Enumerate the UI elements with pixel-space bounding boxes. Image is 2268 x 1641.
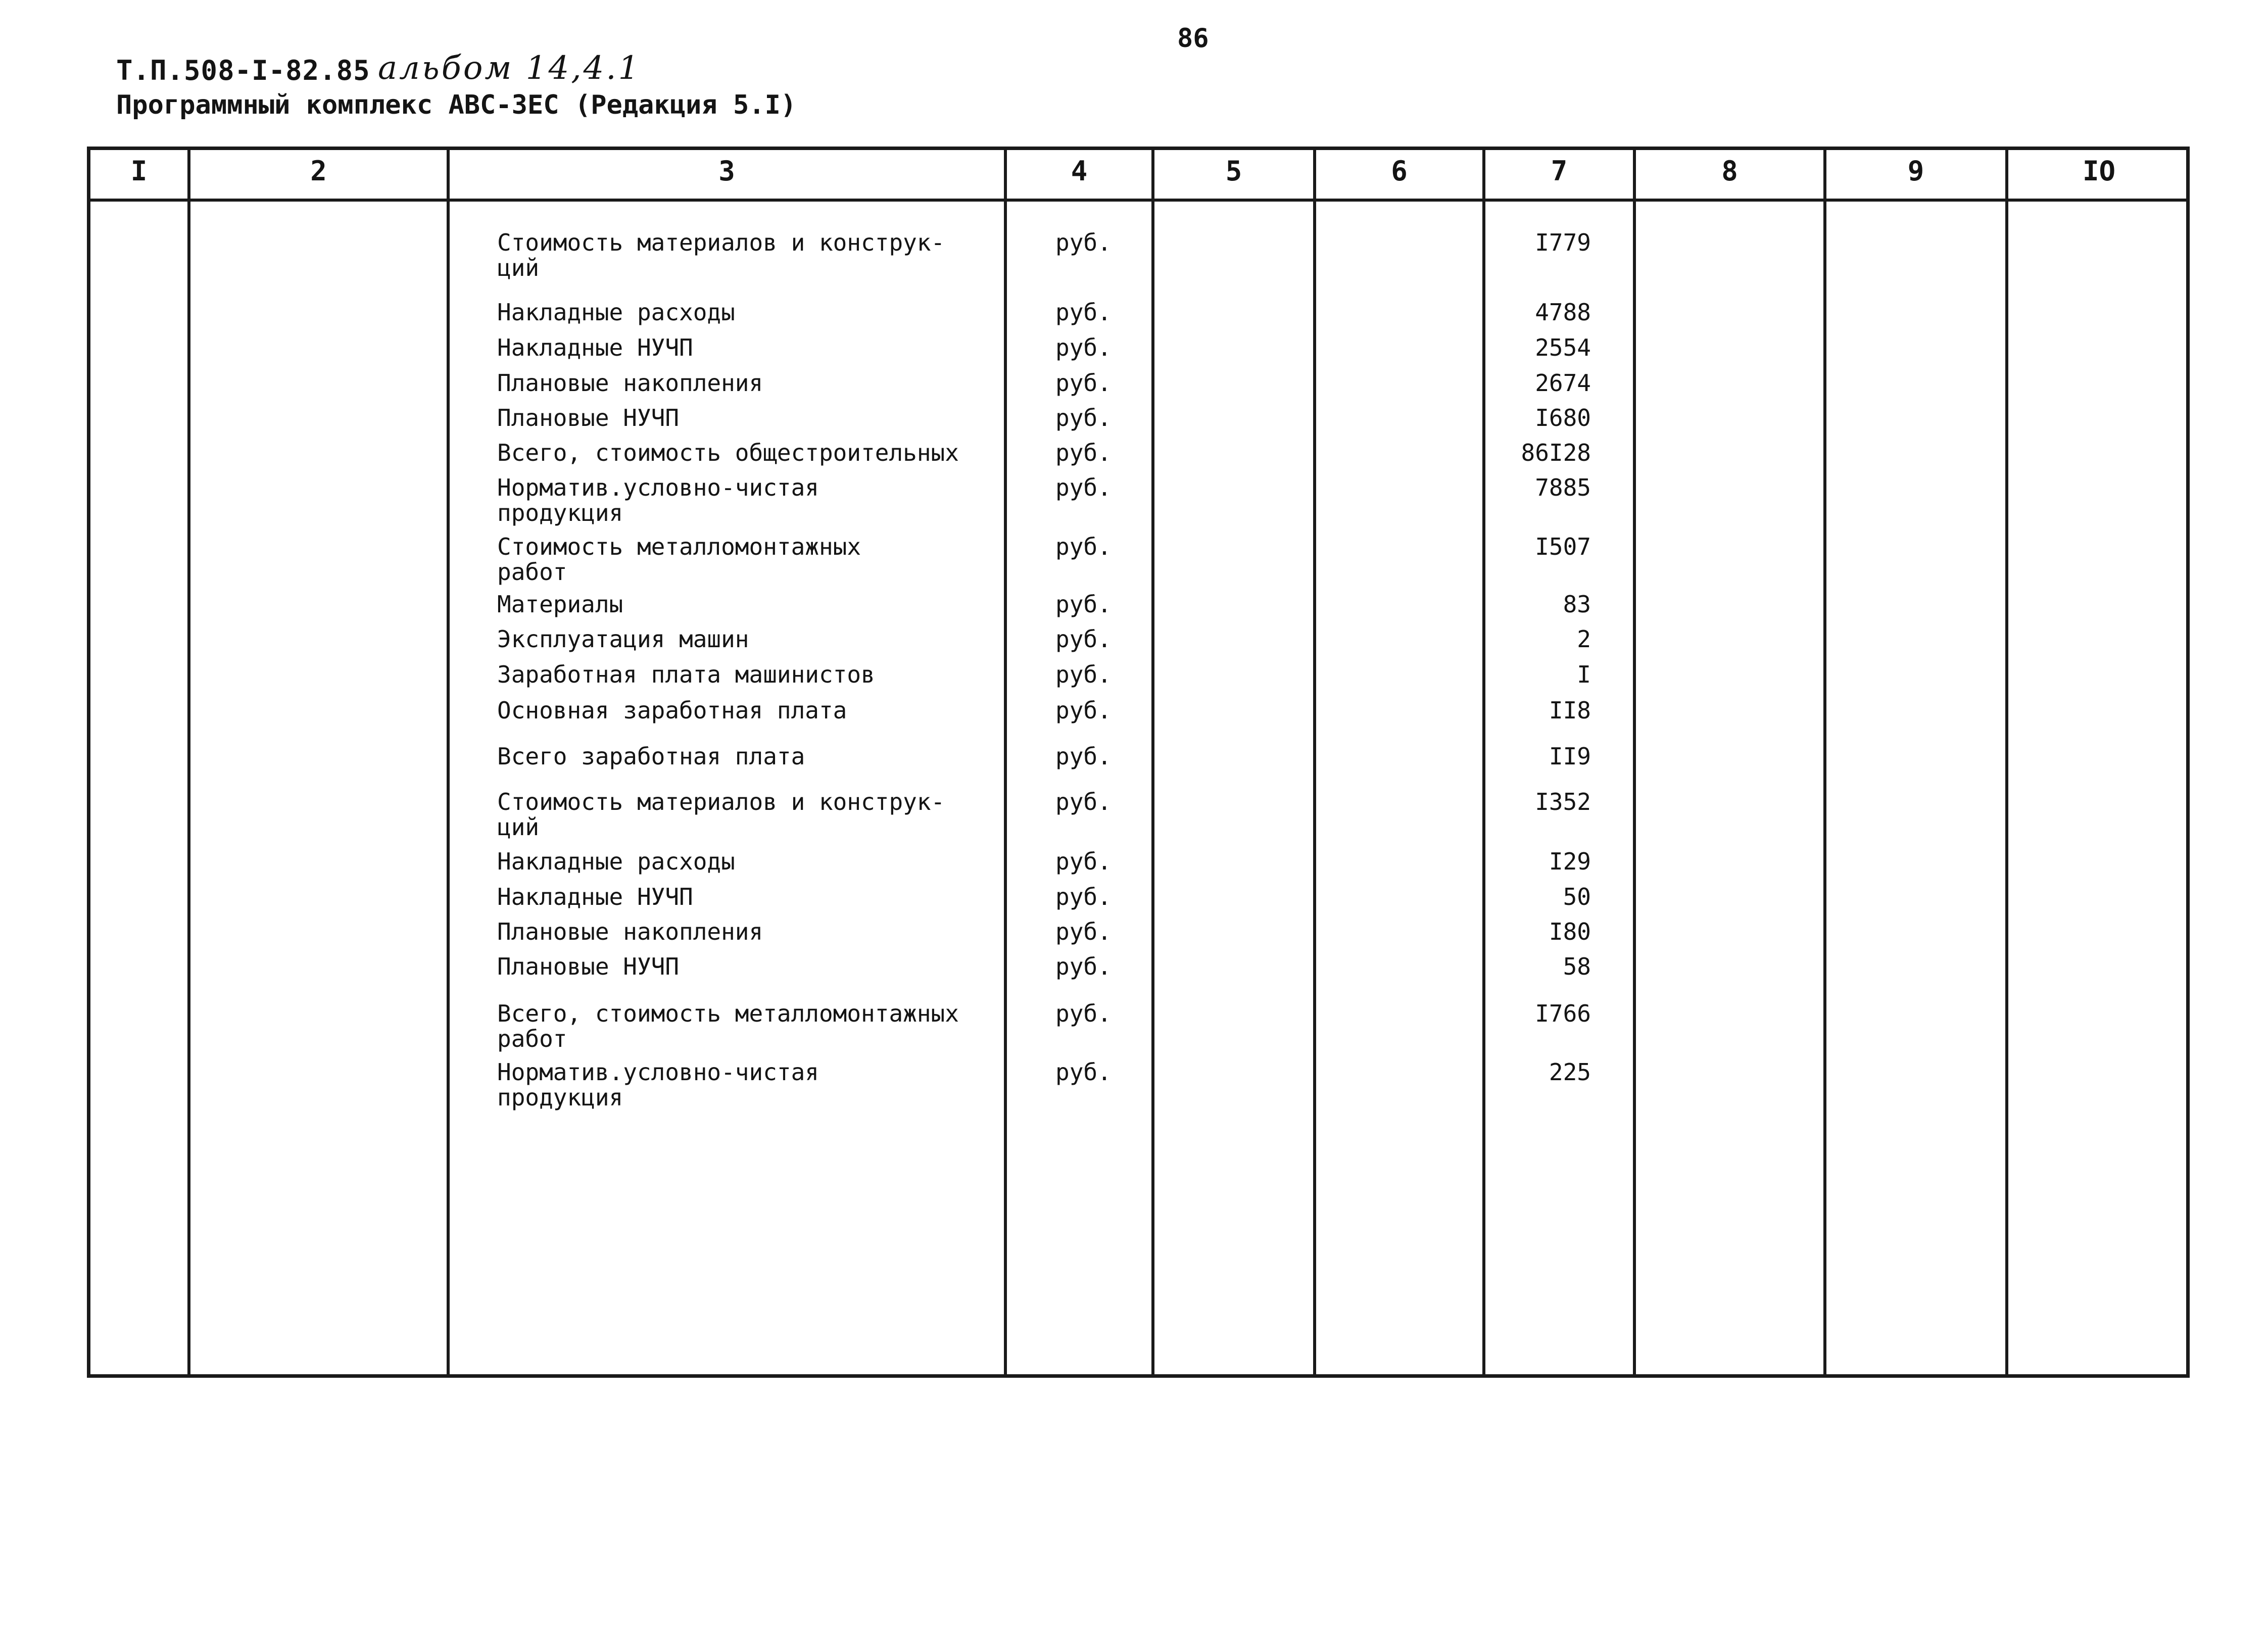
page-number: 86 (1177, 23, 1209, 54)
row-value: 4788 (1535, 299, 1591, 326)
row-value: 50 (1563, 883, 1591, 910)
row-value: 225 (1549, 1058, 1591, 1086)
row-unit: руб. (1055, 474, 1112, 501)
row-name: Стоимость материалов и конструк- ций (497, 788, 945, 841)
row-name: Норматив.условно-чистая продукция (497, 1058, 819, 1111)
column-divider (1633, 150, 1636, 1374)
row-value: I (1577, 661, 1591, 688)
row-name: Заработная плата машинистов (497, 661, 875, 688)
row-unit: руб. (1055, 229, 1112, 256)
column-divider (2005, 150, 2008, 1374)
row-value: I80 (1549, 918, 1591, 945)
row-name: Стоимость металломонтажных работ (497, 533, 861, 586)
row-unit: руб. (1055, 661, 1112, 688)
column-divider (447, 150, 450, 1374)
column-header-4: 4 (1071, 155, 1088, 187)
row-name: Плановые накопления (497, 918, 763, 945)
column-header-5: 5 (1225, 155, 1242, 187)
column-divider (187, 150, 190, 1374)
row-name: Всего, стоимость металломонтажных работ (497, 1000, 959, 1052)
row-value: I779 (1535, 229, 1591, 256)
document-code: Т.П.508-I-82.85 (116, 55, 370, 86)
row-unit: руб. (1055, 788, 1112, 815)
row-value: 2674 (1535, 369, 1591, 397)
column-header-9: 9 (1907, 155, 1924, 187)
row-unit: руб. (1055, 625, 1112, 653)
row-unit: руб. (1055, 848, 1112, 875)
program-name: Программный комплекс АВС-ЗЕС (Редакция 5.I) (116, 90, 797, 120)
column-header-1: I (130, 155, 148, 187)
row-name: Материалы (497, 591, 623, 618)
row-unit: руб. (1055, 591, 1112, 618)
row-name: Накладные расходы (497, 299, 735, 326)
column-header-3: 3 (718, 155, 735, 187)
row-value: 58 (1563, 953, 1591, 980)
row-value: I29 (1549, 848, 1591, 875)
header-divider (90, 199, 2186, 202)
row-name: Норматив.условно-чистая продукция (497, 474, 819, 526)
row-unit: руб. (1055, 533, 1112, 560)
row-value: 7885 (1535, 474, 1591, 501)
estimate-table (87, 147, 2190, 1378)
row-name: Плановые накопления (497, 369, 763, 397)
column-header-7: 7 (1551, 155, 1568, 187)
row-unit: руб. (1055, 1058, 1112, 1086)
row-value: 83 (1563, 591, 1591, 618)
row-unit: руб. (1055, 334, 1112, 361)
column-divider (1482, 150, 1485, 1374)
row-name: Эксплуатация машин (497, 625, 749, 653)
column-header-8: 8 (1721, 155, 1738, 187)
row-value: 86I28 (1521, 439, 1591, 466)
row-value: I352 (1535, 788, 1591, 815)
row-name: Накладные НУЧП (497, 883, 693, 910)
row-unit: руб. (1055, 918, 1112, 945)
row-value: I766 (1535, 1000, 1591, 1027)
column-header-6: 6 (1391, 155, 1408, 187)
row-value: II8 (1549, 697, 1591, 724)
row-name: Основная заработная плата (497, 697, 847, 724)
column-header-10: IO (2082, 155, 2116, 187)
row-unit: руб. (1055, 439, 1112, 466)
row-unit: руб. (1055, 299, 1112, 326)
row-name: Всего заработная плата (497, 743, 805, 770)
column-divider (1823, 150, 1826, 1374)
row-name: Стоимость материалов и конструк- ций (497, 229, 945, 281)
row-name: Накладные НУЧП (497, 334, 693, 361)
row-name: Накладные расходы (497, 848, 735, 875)
column-header-2: 2 (310, 155, 327, 187)
handwritten-album-note: альбом 14,4.1 (378, 50, 641, 87)
row-name: Плановые НУЧП (497, 953, 680, 980)
row-unit: руб. (1055, 1000, 1112, 1027)
row-value: 2554 (1535, 334, 1591, 361)
row-unit: руб. (1055, 697, 1112, 724)
row-value: II9 (1549, 743, 1591, 770)
row-unit: руб. (1055, 953, 1112, 980)
row-value: I680 (1535, 404, 1591, 431)
row-name: Плановые НУЧП (497, 404, 680, 431)
column-divider (1313, 150, 1316, 1374)
row-value: I507 (1535, 533, 1591, 560)
row-value: 2 (1577, 625, 1591, 653)
row-unit: руб. (1055, 883, 1112, 910)
row-unit: руб. (1055, 404, 1112, 431)
row-unit: руб. (1055, 743, 1112, 770)
row-name: Всего, стоимость общестроительных (497, 439, 959, 466)
row-unit: руб. (1055, 369, 1112, 397)
